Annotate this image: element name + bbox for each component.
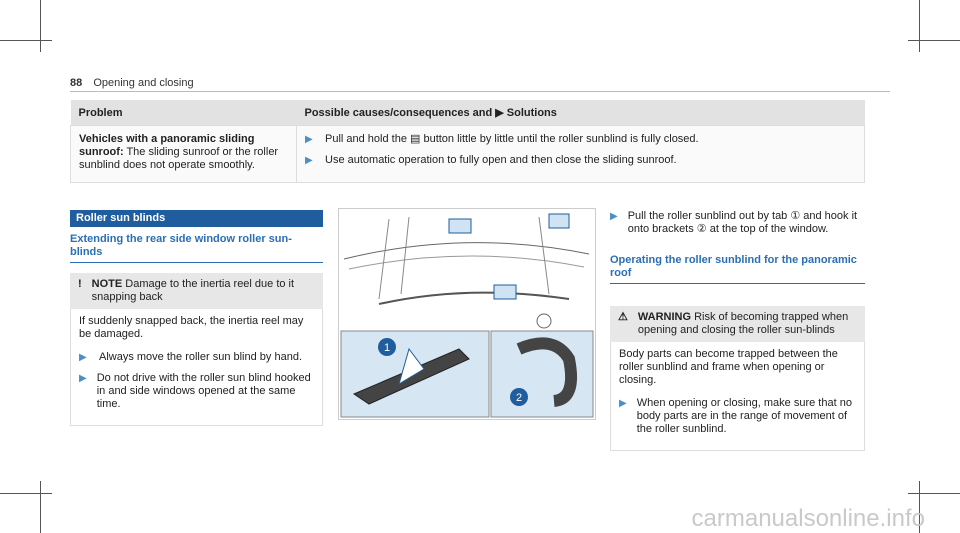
crop-mark (40, 0, 41, 52)
warning-head (610, 306, 865, 342)
arrow-icon: ▶ (610, 211, 618, 222)
crop-mark (40, 481, 41, 533)
solution-cell (297, 126, 865, 183)
arrow-icon: ▶ (619, 398, 627, 409)
problem-table (70, 100, 865, 183)
solution-item (305, 133, 856, 146)
problem-cell (71, 126, 297, 183)
note-item (79, 351, 314, 364)
callout-1-label: 1 (383, 342, 391, 354)
crop-mark (908, 493, 960, 494)
bracket-marker (494, 285, 516, 299)
note-item-text: Do not drive with the roller sun blind hooked in and side windows opened at the same time. (96, 372, 311, 410)
warning-triangle-icon: ⚠ (618, 311, 628, 323)
bracket-marker (449, 219, 471, 233)
page-title: Opening and closing (93, 77, 194, 89)
instruction-item (610, 210, 865, 236)
col-problem-header: Problem (71, 100, 297, 126)
crop-mark (0, 493, 52, 494)
warning-label: WARNING (637, 311, 692, 323)
warning-item (619, 397, 856, 436)
subheading: Extending the rear side window roller sun-blinds (70, 233, 292, 258)
subheading: Operating the roller sunblind for the panoramic roof (610, 254, 857, 279)
callout-2-label: 2 (515, 392, 523, 404)
arrow-icon: ▶ (305, 134, 313, 145)
crop-mark (908, 40, 960, 41)
solution-item (305, 154, 856, 167)
note-body (70, 309, 323, 426)
note-item (79, 372, 314, 411)
note-body-text: If suddenly snapped back, the inertia reel may be damaged. (79, 315, 304, 340)
warning-box (610, 306, 865, 451)
exclamation-icon: ! (78, 278, 82, 290)
note-text: Damage to the inertia reel due to it snapping back (91, 278, 295, 303)
warning-text: Risk of becoming trapped when opening and closing the roller sun-blinds (637, 311, 849, 336)
header-rule (70, 91, 890, 92)
col-solutions-header: Possible causes/consequences and ▶ Solutions (297, 100, 865, 126)
solution-text: Use automatic operation to fully open and then close the sliding sunroof. (325, 154, 677, 166)
page-header (70, 77, 194, 89)
crop-mark (919, 0, 920, 52)
note-head (70, 273, 323, 309)
problem-text: The sliding sunroof or the roller sunblind does not operate smoothly. (79, 146, 279, 171)
bracket-marker (549, 214, 569, 228)
sunblind-illustration (338, 208, 596, 420)
instruction-text: Pull the roller sunblind out by tab ① and hook it onto brackets ② at the top of the window. (627, 210, 858, 235)
warning-item-text: When opening or closing, make sure that no body parts are in the range of movement of the roller sunblind. (636, 397, 852, 435)
arrow-icon: ▶ (305, 155, 313, 166)
subheading-rule (610, 283, 865, 284)
page-number: 88 (70, 77, 83, 89)
note-item-text: Always move the roller sun blind by hand. (99, 351, 302, 363)
note-box (70, 273, 323, 426)
car-interior-drawing (339, 209, 595, 419)
section-title: Roller sun blinds (70, 210, 323, 227)
left-column (70, 210, 323, 426)
crop-mark (0, 40, 52, 41)
watermark: carmanualsonline.info (691, 505, 925, 532)
arrow-icon: ▶ (79, 352, 87, 363)
arrow-icon: ▶ (79, 373, 87, 384)
note-label: NOTE (91, 278, 123, 290)
warning-body (610, 342, 865, 451)
warning-body-text: Body parts can become trapped between the roller sunblind and frame when opening or closing. (619, 348, 838, 386)
right-column (610, 210, 865, 451)
solution-text: Pull and hold the ▤ button little by little until the roller sunblind is fully closed. (325, 133, 699, 145)
subheading-rule (70, 262, 323, 263)
problem-bold: Vehicles with a panoramic sliding sunroof: (79, 133, 255, 158)
